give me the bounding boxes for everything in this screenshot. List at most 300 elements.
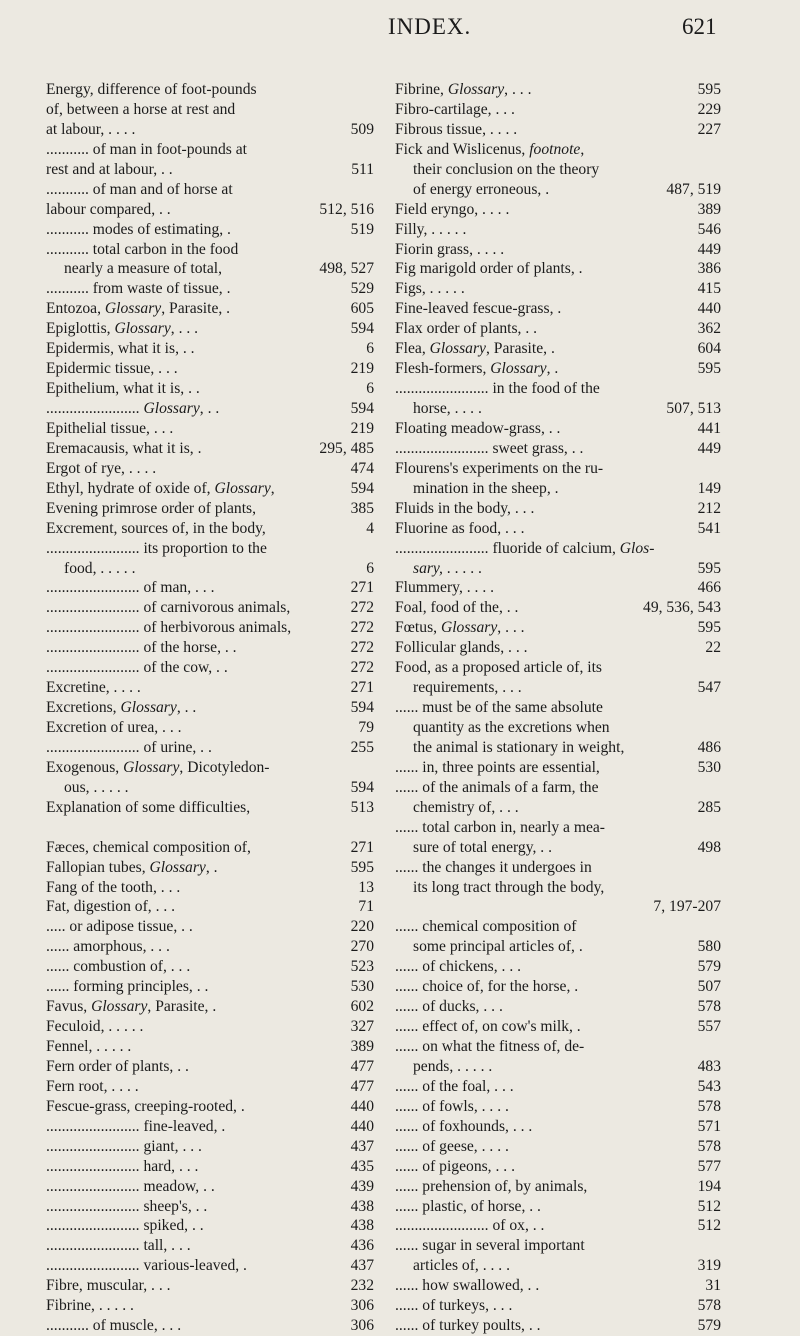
index-entry bbox=[46, 1077, 374, 1097]
index-entry-page: 386 bbox=[697, 260, 721, 278]
index-entry-text: Fœtus, Glossary, . . . bbox=[395, 619, 525, 637]
index-entry bbox=[395, 180, 721, 200]
index-entry-page: 438 bbox=[350, 1217, 374, 1235]
index-entry bbox=[46, 459, 374, 479]
index-entry-page: 79 bbox=[358, 719, 374, 736]
index-entry bbox=[46, 1256, 374, 1276]
index-entry-page: 219 bbox=[350, 360, 374, 378]
index-entry bbox=[46, 1296, 374, 1316]
index-entry bbox=[46, 120, 374, 140]
index-entry-page: 512 bbox=[697, 1217, 721, 1235]
index-entry-page: 437 bbox=[350, 1137, 374, 1155]
index-entry-text: ...... amorphous, . . . bbox=[46, 938, 170, 956]
index-entry-text: ..... or adipose tissue, . . bbox=[46, 918, 193, 936]
index-entry bbox=[46, 698, 374, 718]
index-entry-text: Fennel, . . . . . bbox=[46, 1038, 132, 1055]
index-entry-page: 440 bbox=[697, 300, 721, 318]
index-entry-text: Epithelial tissue, . . . bbox=[46, 419, 174, 437]
index-entry bbox=[395, 1017, 721, 1037]
index-entry-page: 271 bbox=[350, 838, 374, 856]
index-entry-page: 6 bbox=[366, 559, 374, 577]
index-entry-page: 519 bbox=[350, 220, 374, 238]
index-entry-page: 270 bbox=[350, 938, 374, 956]
index-entry-text: Fiorin grass, . . . . bbox=[395, 240, 505, 258]
index-entry-page: 512, 516 bbox=[319, 200, 374, 218]
index-entry bbox=[46, 339, 374, 359]
index-entry-text: Fæces, chemical composition of, bbox=[46, 838, 251, 856]
index-entry-page: 595 bbox=[697, 559, 721, 577]
index-entry bbox=[395, 379, 721, 399]
index-entry-text: Field eryngo, . . . . bbox=[395, 200, 510, 218]
index-entry-text: Epiglottis, Glossary, . . . bbox=[46, 320, 199, 338]
index-entry bbox=[46, 140, 374, 160]
index-entry-page: 578 bbox=[697, 1137, 721, 1155]
index-entry bbox=[395, 80, 721, 100]
index-entry bbox=[395, 718, 721, 738]
index-column-right bbox=[395, 80, 721, 1336]
index-entry-page: 385 bbox=[350, 499, 374, 517]
index-entry bbox=[395, 658, 721, 678]
index-entry-page: 285 bbox=[697, 798, 721, 816]
index-entry-text: Fluids in the body, . . . bbox=[395, 499, 535, 517]
index-entry bbox=[46, 917, 374, 937]
index-entry-page: 594 bbox=[350, 400, 374, 417]
index-entry bbox=[395, 977, 721, 997]
index-entry-text: Fibrine, . . . . . bbox=[46, 1297, 134, 1315]
index-entry bbox=[395, 439, 721, 459]
index-entry-text: ........... total carbon in the food bbox=[46, 240, 239, 258]
index-entry-text: Flax order of plants, . . bbox=[395, 320, 538, 338]
index-entry-page: 219 bbox=[350, 419, 374, 437]
index-entry-text: Foal, food of the, . . bbox=[395, 599, 519, 617]
index-entry-text: sure of total energy, . . bbox=[413, 838, 553, 856]
index-entry bbox=[395, 539, 721, 559]
index-entry-text: Fallopian tubes, Glossary, . bbox=[46, 858, 218, 876]
index-entry bbox=[46, 1117, 374, 1137]
index-entry bbox=[46, 1216, 374, 1236]
index-entry-text: Favus, Glossary, Parasite, . bbox=[46, 998, 217, 1016]
index-entry bbox=[395, 339, 721, 359]
index-entry-text: Excrement, sources of, in the body, bbox=[46, 519, 266, 537]
index-entry-text: ...... choice of, for the horse, . bbox=[395, 978, 579, 996]
index-entry-text: ........................ in the food of the bbox=[395, 380, 600, 398]
index-entry-page: 271 bbox=[350, 679, 374, 697]
index-entry bbox=[395, 1216, 721, 1236]
index-entry bbox=[46, 1057, 374, 1077]
index-entry-text: horse, . . . . bbox=[413, 400, 482, 417]
index-entry-text: food, . . . . . bbox=[64, 559, 136, 577]
index-entry-text: its long tract through the body, bbox=[413, 878, 605, 896]
index-entry bbox=[395, 160, 721, 180]
index-entry bbox=[395, 359, 721, 379]
index-entry-text: Feculoid, . . . . . bbox=[46, 1018, 144, 1036]
index-entry bbox=[46, 1157, 374, 1177]
index-entry bbox=[395, 319, 721, 339]
index-entry-text: ...... sugar in several important bbox=[395, 1237, 585, 1255]
index-entry-text: Ethyl, hydrate of oxide of, Glossary, bbox=[46, 479, 275, 497]
index-entry-page: 543 bbox=[697, 1077, 721, 1095]
index-entry-page: 437 bbox=[350, 1257, 374, 1275]
index-entry-page: 49, 536, 543 bbox=[643, 599, 721, 617]
index-entry bbox=[395, 1057, 721, 1077]
index-entry-page: 415 bbox=[697, 280, 721, 298]
index-entry-page: 319 bbox=[697, 1257, 721, 1275]
index-entry bbox=[46, 299, 374, 319]
index-entry bbox=[46, 100, 374, 120]
index-entry-page: 71 bbox=[358, 898, 374, 916]
index-entry bbox=[395, 1177, 721, 1197]
index-entry-page: 512 bbox=[697, 1197, 721, 1215]
index-entry-text: Ergot of rye, . . . . bbox=[46, 459, 157, 477]
index-entry-text: ...... of fowls, . . . . bbox=[395, 1097, 509, 1115]
index-entry-page: 547 bbox=[697, 679, 721, 697]
index-entry-page: 306 bbox=[350, 1317, 374, 1335]
index-entry-text: ...... of pigeons, . . . bbox=[395, 1157, 515, 1175]
index-entry-text: of, between a horse at rest and bbox=[46, 100, 236, 118]
index-entry-page: 557 bbox=[697, 1018, 721, 1036]
index-entry-text: ........................ giant, . . . bbox=[46, 1137, 202, 1155]
index-entry bbox=[46, 180, 374, 200]
index-entry bbox=[46, 259, 374, 279]
index-entry-text: ...... total carbon in, nearly a mea- bbox=[395, 818, 605, 836]
index-entry-page: 255 bbox=[350, 738, 374, 756]
index-entry bbox=[395, 1097, 721, 1117]
index-entry bbox=[395, 878, 721, 898]
index-entry-text: ........................ hard, . . . bbox=[46, 1157, 199, 1175]
index-entry bbox=[46, 957, 374, 977]
index-entry bbox=[395, 240, 721, 260]
index-entry bbox=[46, 80, 374, 100]
index-entry-text: Fern order of plants, . . bbox=[46, 1057, 189, 1075]
index-entry-page: 449 bbox=[697, 240, 721, 258]
index-entry-page: 440 bbox=[350, 1117, 374, 1135]
index-entry-text: ........................ fine-leaved, . bbox=[46, 1117, 226, 1135]
index-entry-text: Exogenous, Glossary, Dicotyledon- bbox=[46, 758, 270, 776]
index-entry bbox=[395, 858, 721, 878]
index-entry-page: 486 bbox=[697, 738, 721, 756]
index-entry-page: 594 bbox=[350, 479, 374, 497]
index-entry-page: 6 bbox=[366, 340, 374, 358]
index-entry-text: Follicular glands, . . . bbox=[395, 639, 528, 657]
index-entry-text: Food, as a proposed article of, its bbox=[395, 659, 603, 677]
index-entry-text: ...... how swallowed, . . bbox=[395, 1277, 540, 1295]
index-entry-text: ...... combustion of, . . . bbox=[46, 958, 191, 976]
index-entry-text: ........................ of the horse, . . bbox=[46, 639, 237, 657]
page-number: 621 bbox=[682, 14, 717, 39]
index-entry-page: 362 bbox=[697, 320, 721, 338]
index-entry-page: 487, 519 bbox=[666, 180, 721, 198]
index-entry-text: ........................ of man, . . . bbox=[46, 579, 215, 597]
index-entry-text: Fibrous tissue, . . . . bbox=[395, 120, 518, 138]
index-entry bbox=[46, 559, 374, 579]
index-entry bbox=[395, 499, 721, 519]
index-column-left bbox=[46, 80, 374, 1336]
index-entry-text: ........................ fluoride of calcium, Glos- bbox=[395, 539, 655, 557]
index-entry-text: Fang of the tooth, . . . bbox=[46, 878, 181, 896]
index-entry bbox=[46, 1037, 374, 1057]
index-entry-page: 595 bbox=[350, 858, 374, 876]
index-entry-text: ...... on what the fitness of, de- bbox=[395, 1038, 585, 1055]
index-entry bbox=[46, 1177, 374, 1197]
index-entry bbox=[46, 778, 374, 798]
index-entry-page: 483 bbox=[697, 1057, 721, 1075]
index-entry bbox=[46, 718, 374, 738]
index-entry-text: Excretine, . . . . bbox=[46, 679, 141, 697]
index-entry-text: ...... of ducks, . . . bbox=[395, 998, 503, 1016]
index-entry-page: 439 bbox=[350, 1177, 374, 1195]
index-entry-page: 212 bbox=[697, 499, 721, 517]
index-entry-text: ...... of foxhounds, . . . bbox=[395, 1117, 533, 1135]
index-entry-text: ........................ of herbivorous animals, bbox=[46, 619, 292, 637]
index-entry-text: Flea, Glossary, Parasite, . bbox=[395, 340, 555, 358]
index-entry-text: nearly a measure of total, bbox=[64, 260, 223, 278]
index-entry-text: Flesh-formers, Glossary, . bbox=[395, 360, 559, 378]
index-entry bbox=[46, 937, 374, 957]
index-entry-text: Excretion of urea, . . . bbox=[46, 719, 182, 736]
index-entry-text: ...... forming principles, . . bbox=[46, 978, 209, 996]
index-entry-text: Flummery, . . . . bbox=[395, 579, 495, 597]
index-entry bbox=[395, 419, 721, 439]
index-entry-page: 440 bbox=[350, 1097, 374, 1115]
index-entry-text: Eremacausis, what it is, . bbox=[46, 439, 202, 457]
index-entry-page: 498, 527 bbox=[319, 260, 374, 278]
index-entry-page: 541 bbox=[697, 519, 721, 537]
index-entry-text: ........................ of carnivorous animals, bbox=[46, 599, 291, 617]
index-entry bbox=[395, 917, 721, 937]
index-entry bbox=[46, 419, 374, 439]
index-entry-page: 4 bbox=[366, 519, 374, 537]
index-entry-text: ........................ various-leaved, . bbox=[46, 1257, 247, 1275]
index-entry bbox=[395, 738, 721, 758]
index-entry bbox=[46, 499, 374, 519]
index-entry-page: 605 bbox=[350, 300, 374, 318]
index-entry-text: Epidermis, what it is, . . bbox=[46, 340, 195, 358]
index-entry-text: Fat, digestion of, . . . bbox=[46, 898, 176, 916]
index-entry bbox=[395, 798, 721, 818]
index-entry bbox=[46, 997, 374, 1017]
index-entry bbox=[46, 838, 374, 858]
index-entry-text: ........................ sweet grass, . . bbox=[395, 439, 584, 457]
index-entry-page: 523 bbox=[350, 958, 374, 976]
index-entry-text: Filly, . . . . . bbox=[395, 220, 467, 238]
index-entry bbox=[395, 598, 721, 618]
index-entry-text: ........... from waste of tissue, . bbox=[46, 280, 231, 298]
index-entry-text: Fibro-cartilage, . . . bbox=[395, 100, 515, 118]
index-entry bbox=[46, 379, 374, 399]
index-entry-text: Epidermic tissue, . . . bbox=[46, 360, 178, 378]
index-entry-page: 498 bbox=[697, 838, 721, 856]
index-entry-page: 389 bbox=[350, 1038, 374, 1055]
index-entry bbox=[46, 1097, 374, 1117]
index-entry bbox=[46, 598, 374, 618]
index-entry bbox=[395, 838, 721, 858]
index-entry-page: 509 bbox=[350, 120, 374, 138]
index-entry-text: Fine-leaved fescue-grass, . bbox=[395, 300, 562, 318]
index-entry-page: 441 bbox=[697, 419, 721, 437]
index-entry-page: 507, 513 bbox=[666, 400, 721, 417]
index-entry bbox=[395, 897, 721, 917]
index-entry bbox=[46, 479, 374, 499]
index-entry bbox=[395, 1077, 721, 1097]
index-entry-text: the animal is stationary in weight, bbox=[413, 738, 625, 756]
index-entry bbox=[46, 658, 374, 678]
index-entry bbox=[46, 858, 374, 878]
index-entry-page: 530 bbox=[350, 978, 374, 996]
index-entry bbox=[46, 897, 374, 917]
index-entry bbox=[395, 1197, 721, 1217]
index-entry-page: 579 bbox=[697, 1317, 721, 1335]
index-entry-text: Flourens's experiments on the ru- bbox=[395, 459, 604, 477]
index-entry-page: 579 bbox=[697, 958, 721, 976]
index-entry bbox=[395, 1137, 721, 1157]
index-entry bbox=[395, 1256, 721, 1276]
index-entry-page: 227 bbox=[697, 120, 721, 138]
index-entry bbox=[46, 578, 374, 598]
index-entry-page: 594 bbox=[350, 778, 374, 796]
index-entry-page: 272 bbox=[350, 639, 374, 657]
index-entry-page: 513 bbox=[350, 798, 374, 816]
index-entry-page: 220 bbox=[350, 918, 374, 936]
index-entry-page: 436 bbox=[350, 1237, 374, 1255]
index-entry-page: 571 bbox=[697, 1117, 721, 1135]
index-entry-text: ...... of turkeys, . . . bbox=[395, 1297, 513, 1315]
index-entry bbox=[395, 120, 721, 140]
index-entry bbox=[46, 738, 374, 758]
index-entry-text: ........................ its proportion to the bbox=[46, 539, 267, 557]
index-entry bbox=[395, 638, 721, 658]
index-entry-text: Floating meadow-grass, . . bbox=[395, 419, 561, 437]
index-entry-text: ...... plastic, of horse, . . bbox=[395, 1197, 541, 1215]
index-entry bbox=[395, 299, 721, 319]
index-entry bbox=[46, 220, 374, 240]
index-entry-page: 594 bbox=[350, 320, 374, 338]
index-entry bbox=[395, 259, 721, 279]
index-entry-text: ........................ of urine, . . bbox=[46, 738, 212, 756]
index-entry bbox=[395, 479, 721, 499]
index-entry-text: ...... of geese, . . . . bbox=[395, 1137, 509, 1155]
index-entry bbox=[46, 240, 374, 260]
index-entry-page: 6 bbox=[366, 380, 374, 398]
index-entry-text: ...... of the animals of a farm, the bbox=[395, 778, 599, 796]
index-entry bbox=[46, 1197, 374, 1217]
index-entry-page: 232 bbox=[350, 1277, 374, 1295]
index-entry-text: Fibrine, Glossary, . . . bbox=[395, 81, 532, 98]
index-entry-text: quantity as the excretions when bbox=[413, 719, 610, 736]
index-entry bbox=[395, 519, 721, 539]
index-entry bbox=[46, 618, 374, 638]
index-entry bbox=[46, 977, 374, 997]
index-entry-page: 595 bbox=[697, 360, 721, 378]
index-entry-text: ...... the changes it undergoes in bbox=[395, 858, 592, 876]
index-entry bbox=[395, 698, 721, 718]
index-entry-page: 580 bbox=[697, 938, 721, 956]
index-entry-page: 595 bbox=[697, 81, 721, 98]
index-entry-page: 272 bbox=[350, 619, 374, 637]
index-entry bbox=[395, 1296, 721, 1316]
index-entry bbox=[46, 279, 374, 299]
index-entry bbox=[46, 519, 374, 539]
index-entry bbox=[46, 878, 374, 898]
index-entry-page: 13 bbox=[358, 878, 374, 896]
index-entry bbox=[395, 1316, 721, 1336]
index-entry-text: Fluorine as food, . . . bbox=[395, 519, 525, 537]
index-entry-page: 595 bbox=[697, 619, 721, 637]
index-entry-text: ...... in, three points are essential, bbox=[395, 758, 600, 776]
index-entry bbox=[395, 997, 721, 1017]
index-entry-text: sary, . . . . . bbox=[413, 559, 482, 577]
index-entry-text: ...... must be of the same absolute bbox=[395, 699, 603, 717]
index-entry bbox=[46, 1236, 374, 1256]
index-entry bbox=[395, 1117, 721, 1137]
index-entry-page: 271 bbox=[350, 579, 374, 597]
index-entry bbox=[46, 1316, 374, 1336]
index-entry bbox=[46, 539, 374, 559]
index-entry bbox=[46, 359, 374, 379]
index-entry bbox=[395, 1236, 721, 1256]
index-entry-text: ...... chemical composition of bbox=[395, 918, 577, 936]
index-entry-text: ...... effect of, on cow's milk, . bbox=[395, 1018, 581, 1036]
index-entry-text: ........... of man and of horse at bbox=[46, 180, 233, 198]
index-entry-page: 272 bbox=[350, 659, 374, 677]
page-title: INDEX. bbox=[388, 14, 472, 39]
index-entry-text: ........................ Glossary, . . bbox=[46, 400, 220, 417]
index-entry-page: 149 bbox=[697, 479, 721, 497]
index-entry-page: 577 bbox=[697, 1157, 721, 1175]
index-entry-page: 438 bbox=[350, 1197, 374, 1215]
index-entry-page: 594 bbox=[350, 699, 374, 717]
index-entry bbox=[46, 638, 374, 658]
index-entry-page: 604 bbox=[697, 340, 721, 358]
index-entry-page: 7, 197-207 bbox=[653, 898, 721, 916]
index-entry bbox=[395, 100, 721, 120]
index-entry bbox=[395, 578, 721, 598]
index-entry-page: 511 bbox=[351, 160, 374, 178]
index-entry bbox=[395, 957, 721, 977]
index-entry-text: Excretions, Glossary, . . bbox=[46, 699, 197, 717]
index-entry bbox=[395, 200, 721, 220]
index-entry-text: Fick and Wislicenus, footnote, bbox=[395, 140, 585, 158]
index-entry-page: 578 bbox=[697, 998, 721, 1016]
index-entry-text: ........................ of ox, . . bbox=[395, 1217, 545, 1235]
index-entry-page: 578 bbox=[697, 1297, 721, 1315]
index-entry bbox=[46, 399, 374, 419]
index-entry-page: 474 bbox=[350, 459, 374, 477]
index-entry-text: chemistry of, . . . bbox=[413, 798, 519, 816]
index-entry bbox=[46, 678, 374, 698]
index-entry-text: ........... of muscle, . . . bbox=[46, 1317, 182, 1335]
index-entry-text: ous, . . . . . bbox=[64, 778, 129, 796]
index-entry-text: Explanation of some difficulties, bbox=[46, 798, 251, 816]
index-entry-page: 22 bbox=[705, 639, 721, 657]
index-entry-page: 435 bbox=[350, 1157, 374, 1175]
index-entry-page: 306 bbox=[350, 1297, 374, 1315]
index-entry-text: mination in the sheep, . bbox=[413, 479, 559, 497]
index-entry bbox=[46, 439, 374, 459]
index-entry bbox=[46, 798, 374, 818]
index-entry-text: Entozoa, Glossary, Parasite, . bbox=[46, 300, 231, 318]
index-entry bbox=[46, 319, 374, 339]
index-entry bbox=[395, 140, 721, 160]
index-entry-text: Figs, . . . . . bbox=[395, 280, 465, 298]
index-entry-text: ...... of the foal, . . . bbox=[395, 1077, 514, 1095]
index-entry-page: 546 bbox=[697, 220, 721, 238]
index-entry bbox=[46, 1017, 374, 1037]
index-entry-text: ........................ meadow, . . bbox=[46, 1177, 215, 1195]
index-entry-text: Fescue-grass, creeping-rooted, . bbox=[46, 1097, 245, 1115]
index-entry-text: at labour, . . . . bbox=[46, 120, 136, 138]
index-entry-text: Evening primrose order of plants, bbox=[46, 499, 257, 517]
index-entry-page: 530 bbox=[697, 758, 721, 776]
